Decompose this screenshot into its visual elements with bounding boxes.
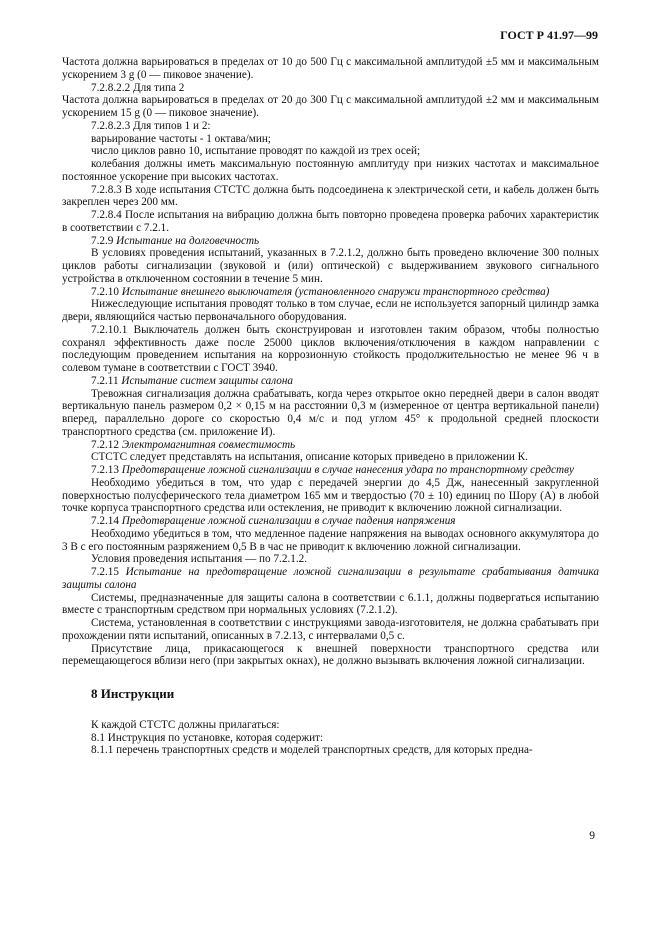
section-heading: 8 Инструкции (91, 686, 175, 701)
subsection-number: 7.2.9 (91, 234, 114, 247)
paragraph: число циклов равно 10, испытание проводят по каждой из трех осей; (91, 145, 421, 158)
paragraph: Системы, предназначенные для защиты салона в соответствии с 6.1.1, должны подвергаться испытанию вместе с транспортным средством при нормальных условиях (7.2.1.2). (62, 591, 599, 617)
paragraph: Необходимо убедиться в том, что медленное падение напряжения на выводах основного аккумулятора до 3 В с его постоянным разряжением 0,5 В в час не приводит к включению ложной сигнализации. (62, 527, 599, 553)
subsection-heading (62, 286, 599, 299)
paragraph: 7.2.8.4 После испытания на вибрацию должна быть повторно проведена проверка рабочих характеристик в соответствии с 7.2.1. (62, 209, 599, 234)
paragraph: СТСТС следует представлять на испытания, описание которых приведено в приложении К. (91, 451, 528, 464)
subsection-number: 7.2.10 (91, 285, 119, 298)
paragraph: колебания должны иметь максимальную постоянную амплитуду при низких частотах и максимальное постоянное ускорение при высоких частотах. (62, 158, 599, 183)
subsection-heading (62, 566, 599, 592)
document-header: ГОСТ Р 41.97—99 (500, 28, 598, 42)
paragraph: Тревожная сигнализация должна срабатывать, когда через открытое окно передней двери в салон вводят вертикальную панель размером 0,2 × 0,15 м на расстоянии 0,3 м (измеренное от центра вертикальной панели) вперед, параллельно дороге со скоростью 0,4 м/с и под углом 45° к продольной средней плоскости транспортного средства (см. приложение И). (62, 387, 599, 438)
paragraph: Частота должна варьироваться в пределах от 10 до 500 Гц с максимальной амплитудой ±5 мм и максимальным ускорением 3 g (0 — пиковое значение). (62, 56, 599, 81)
subsection-title: Предотвращение ложной сигнализации в случае нанесения удара по транспортному средству (121, 464, 574, 476)
subsection-heading (62, 515, 599, 528)
document-body (62, 56, 599, 757)
paragraph: 7.2.8.2.2 Для типа 2 (91, 81, 185, 94)
paragraph: Система, установленная в соответствии с инструкциями завода-изготовителя, не должна срабатывать при прохождении пяти испытаний, описанных в 7.2.13, с интервалами 0,5 с. (62, 617, 599, 642)
subsection-number: 7.2.15 (91, 566, 119, 578)
subsection-number: 7.2.14 (91, 515, 119, 527)
subsection-title: Испытание на предотвращение ложной сигнализации в результате срабатывания датчика защиты салона (62, 566, 599, 591)
subsection-heading (62, 464, 599, 477)
subsection-number: 7.2.11 (91, 374, 119, 387)
subsection-heading (62, 439, 599, 452)
paragraph: К каждой СТСТС должны прилагаться: (91, 718, 280, 731)
paragraph: Условия проведения испытания — по 7.2.1.2. (91, 553, 308, 566)
paragraph: 7.2.8.2.3 Для типов 1 и 2: (91, 119, 211, 132)
subsection-number: 7.2.13 (91, 464, 119, 476)
subsection-number: 7.2.12 (91, 438, 119, 451)
paragraph: 8.1.1 перечень транспортных средств и моделей транспортных средств, для которых предна- (91, 744, 533, 757)
paragraph: 7.2.10.1 Выключатель должен быть сконструирован и изготовлен таким образом, чтобы полностью сохранял эффективность даже после 25000 циклов включения/отключения в каждом направлении с последующим проведением испытания на коррозионную стойкость продолжительностью не менее 96 ч в солевом тумане в соответствии с ГОСТ 3940. (62, 323, 599, 374)
paragraph: 7.2.8.3 В ходе испытания СТСТС должна быть подсоединена к электрической сети, и кабель должен быть закреплен через 200 мм. (62, 183, 599, 209)
paragraph: 8.1 Инструкция по установке, которая содержит: (91, 731, 324, 744)
paragraph: Частота должна варьироваться в пределах от 20 до 300 Гц с максимальной амплитудой ±2 мм и максимальным ускорением 15 g (0 — пиковое значение). (62, 94, 599, 119)
subsection-title: Испытание на долговечность (116, 234, 260, 247)
subsection-title: Испытание систем защиты салона (121, 374, 293, 387)
subsection-heading (62, 375, 599, 388)
paragraph: Нижеследующие испытания проводят только в том случае, если не используется запорный цилиндр замка двери, являющийся частью первоначального оборудования. (62, 298, 599, 323)
subsection-title: Электромагнитная совместимость (121, 438, 296, 451)
paragraph: Необходимо убедиться в том, что удар с передачей энергии до 4,5 Дж, нанесенный закругленной поверхностью полусферического тела диаметром 165 мм и твердостью (70 ± 10) единиц по Шору (А) в любой точке корпуса транспортного средства или остекления, не приводит к включению ложной сигнализации. (62, 476, 599, 515)
paragraph: варьирование частоты - 1 октава/мин; (91, 132, 271, 145)
paragraph: Присутствие лица, прикасающегося к внешней поверхности транспортного средства или перемещающегося вблизи него (при закрытых окнах), не должно вызывать включения ложной сигнализации. (62, 642, 599, 668)
paragraph: В условиях проведения испытаний, указанных в 7.2.1.2, должно быть проведено включение 300 полных циклов работы сигнализации (звуковой и (или) оптической) с выдерживанием звукового сигнального устройства в отключенном состоянии в течение 5 мин. (62, 247, 599, 285)
subsection-title: Предотвращение ложной сигнализации в случае падения напряжения (121, 515, 456, 527)
subsection-title: Испытание внешнего выключателя (установленного снаружи транспортного средства) (121, 285, 550, 298)
subsection-heading (62, 235, 599, 248)
page-number: 9 (589, 830, 595, 842)
